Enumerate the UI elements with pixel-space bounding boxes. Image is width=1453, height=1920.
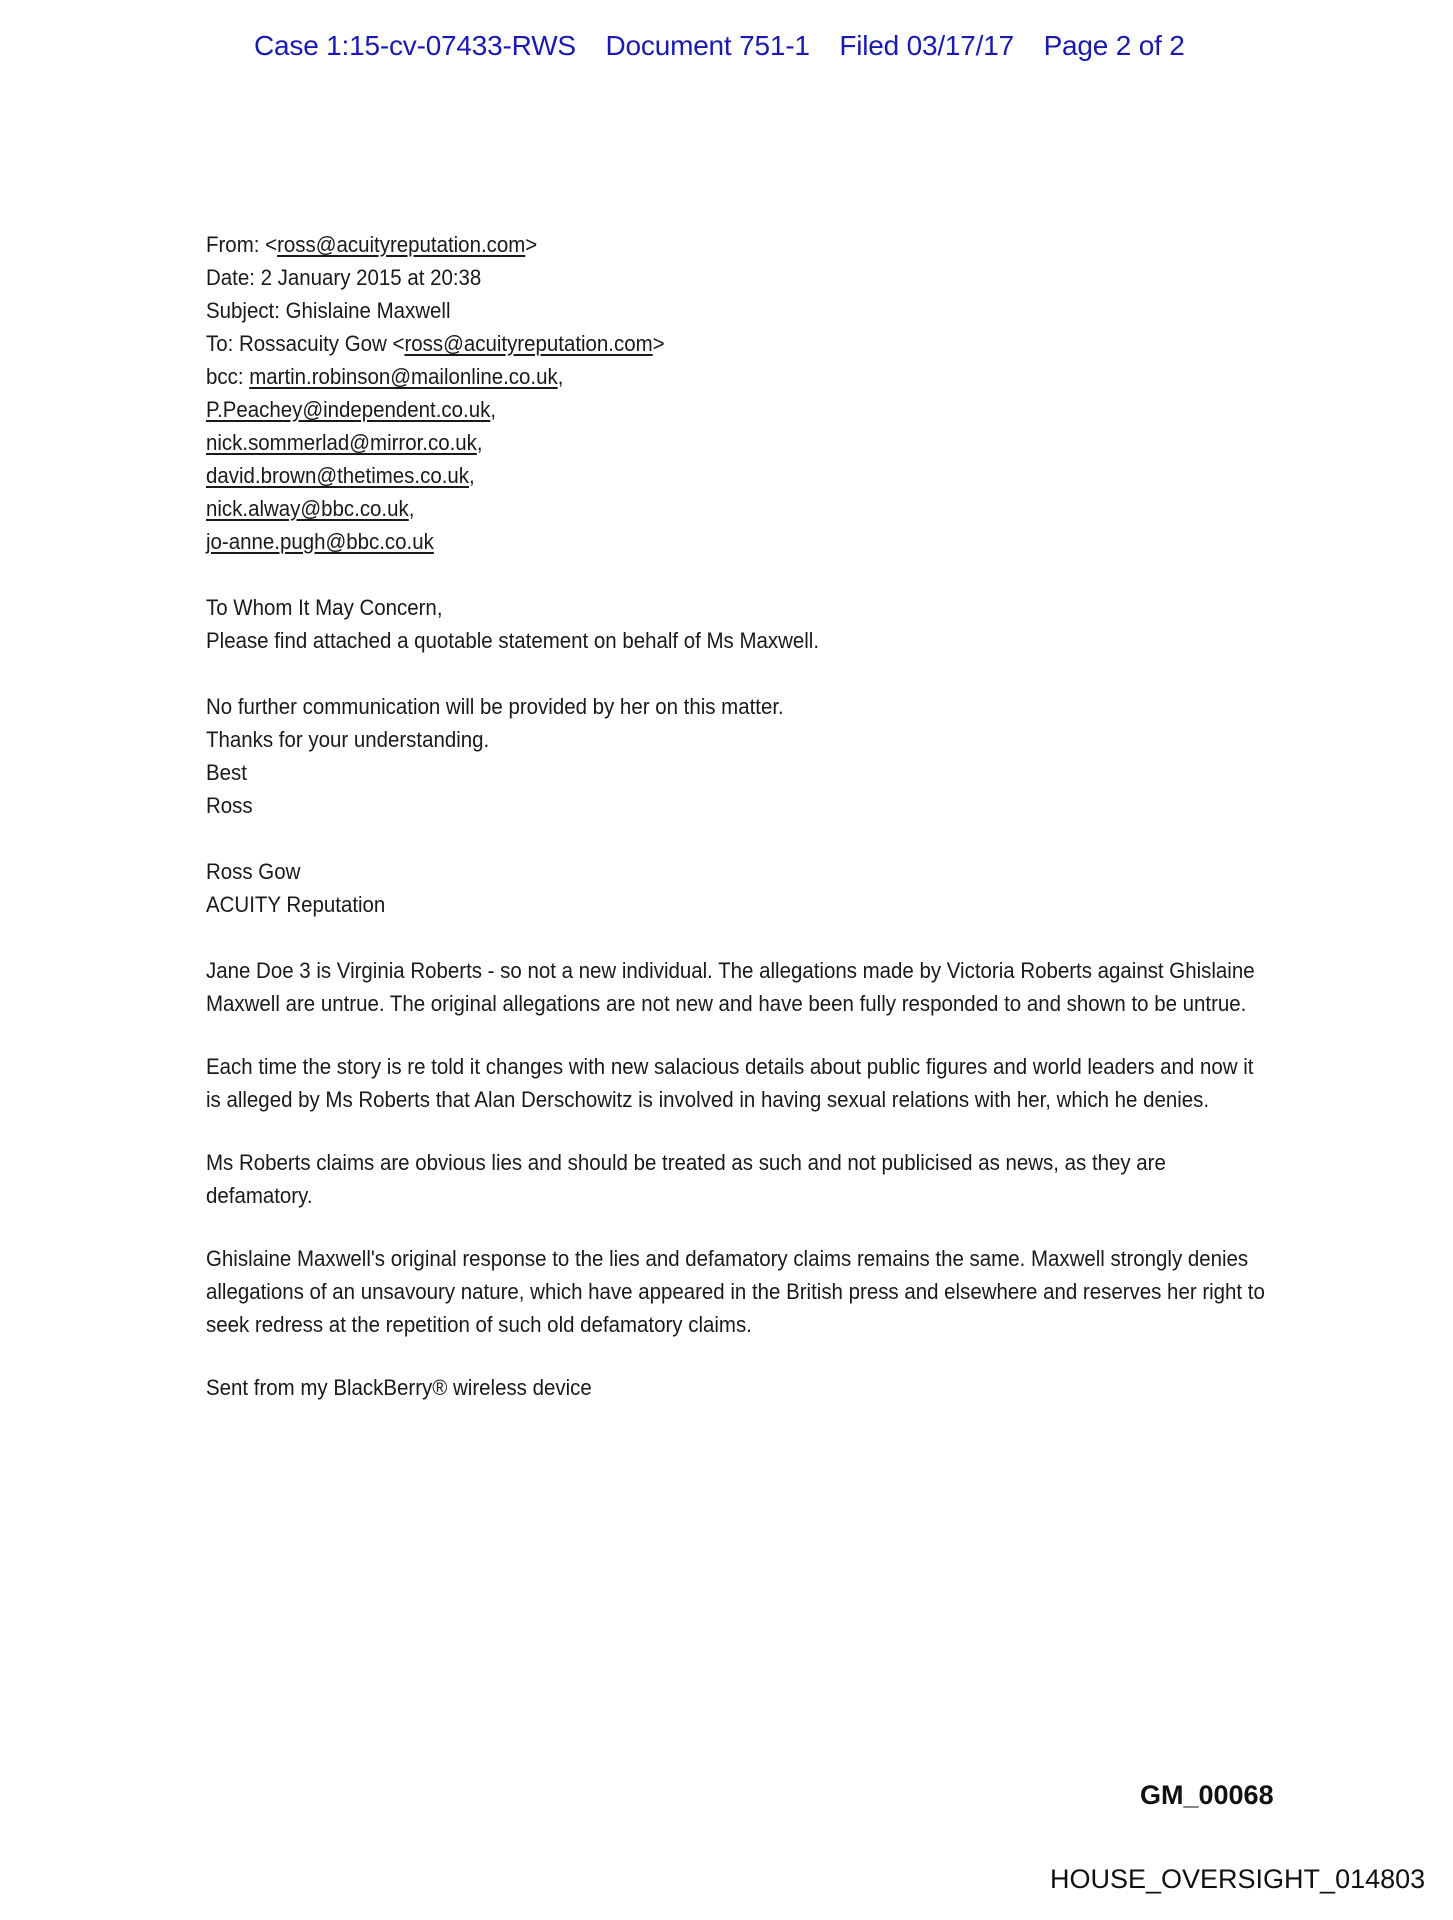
bcc-address-link[interactable]: P.Peachey@independent.co.uk — [206, 397, 491, 422]
bcc-line — [206, 525, 1229, 558]
email-body — [206, 591, 1306, 921]
bcc-line: nick.alway@bbc.co.uk, — [206, 496, 415, 521]
bcc-address-link[interactable]: david.brown@thetimes.co.uk — [206, 463, 470, 488]
thanks-line: Thanks for your understanding. — [206, 727, 490, 752]
intro-line: Please find attached a quotable statement on behalf of Ms Maxwell. — [206, 628, 820, 653]
bcc-address-link[interactable]: jo-anne.pugh@bbc.co.uk — [206, 529, 434, 554]
bcc-line: bcc: martin.robinson@mailonline.co.uk, — [206, 364, 564, 389]
statement-paragraph: Jane Doe 3 is Virginia Roberts - so not a new individual. The allegations made by Victoria Roberts against Ghislaine Maxwell are untrue. The original allegations are not new and have been fully responded to and shown to be untrue. — [206, 958, 1255, 1016]
signoff-name: Ross — [206, 793, 253, 818]
signature-name: Ross Gow — [206, 859, 301, 884]
bcc-line: nick.sommerlad@mirror.co.uk, — [206, 430, 483, 455]
case-number: Case 1:15-cv-07433-RWS — [254, 30, 576, 61]
device-footer: Sent from my BlackBerry® wireless device — [206, 1375, 592, 1400]
spacer — [206, 1020, 1306, 1050]
bates-number-gm: GM_00068 — [1140, 1780, 1274, 1810]
document-number: Document 751-1 — [605, 30, 810, 61]
bcc-address-link[interactable]: martin.robinson@mailonline.co.uk — [249, 364, 558, 389]
spacer — [206, 1341, 1306, 1371]
from-address-link[interactable]: ross@acuityreputation.com — [277, 232, 526, 257]
date-line: Date: 2 January 2015 at 20:38 — [206, 265, 482, 290]
spacer — [206, 822, 1306, 855]
to-address-link[interactable]: ross@acuityreputation.com — [404, 331, 653, 356]
greeting: To Whom It May Concern, — [206, 595, 443, 620]
signoff: Best — [206, 760, 247, 785]
bcc-address-link[interactable]: nick.alway@bbc.co.uk — [206, 496, 409, 521]
subject-line: Subject: Ghislaine Maxwell — [206, 298, 451, 323]
filed-date: Filed 03/17/17 — [839, 30, 1014, 61]
statement-paragraph: Ms Roberts claims are obvious lies and should be treated as such and not publicised as news, as they are defamatory. — [206, 1150, 1166, 1208]
statement — [206, 954, 1306, 1404]
from-line: From: <ross@acuityreputation.com> — [206, 232, 538, 257]
spacer — [206, 657, 1306, 690]
email — [206, 228, 1306, 1404]
spacer — [206, 921, 1306, 954]
spacer — [206, 1116, 1306, 1146]
bates-number-house-oversight: HOUSE_OVERSIGHT_014803 — [1050, 1864, 1426, 1894]
to-line: To: Rossacuity Gow <ross@acuityreputation.com> — [206, 331, 665, 356]
statement-paragraph: Ghislaine Maxwell's original response to the lies and defamatory claims remains the same. Maxwell strongly denies allegations of an unsavoury nature, which have appeared in the British press and elsewhere and reserves her right to seek redress at the repetition of such old defamatory claims. — [206, 1246, 1265, 1337]
email-headers — [206, 228, 1306, 558]
case-header — [254, 30, 1234, 62]
signature-company: ACUITY Reputation — [206, 892, 386, 917]
page-indicator: Page 2 of 2 — [1043, 30, 1185, 61]
bcc-line: P.Peachey@independent.co.uk, — [206, 397, 497, 422]
bcc-line: david.brown@thetimes.co.uk, — [206, 463, 475, 488]
bcc-address-link[interactable]: nick.sommerlad@mirror.co.uk — [206, 430, 477, 455]
no-further-line: No further communication will be provided by her on this matter. — [206, 694, 784, 719]
statement-paragraph: Each time the story is re told it changes with new salacious details about public figures and world leaders and now it is alleged by Ms Roberts that Alan Derschowitz is involved in having sexual relations with her, which he denies. — [206, 1054, 1254, 1112]
spacer — [206, 1212, 1306, 1242]
spacer — [206, 558, 1306, 591]
